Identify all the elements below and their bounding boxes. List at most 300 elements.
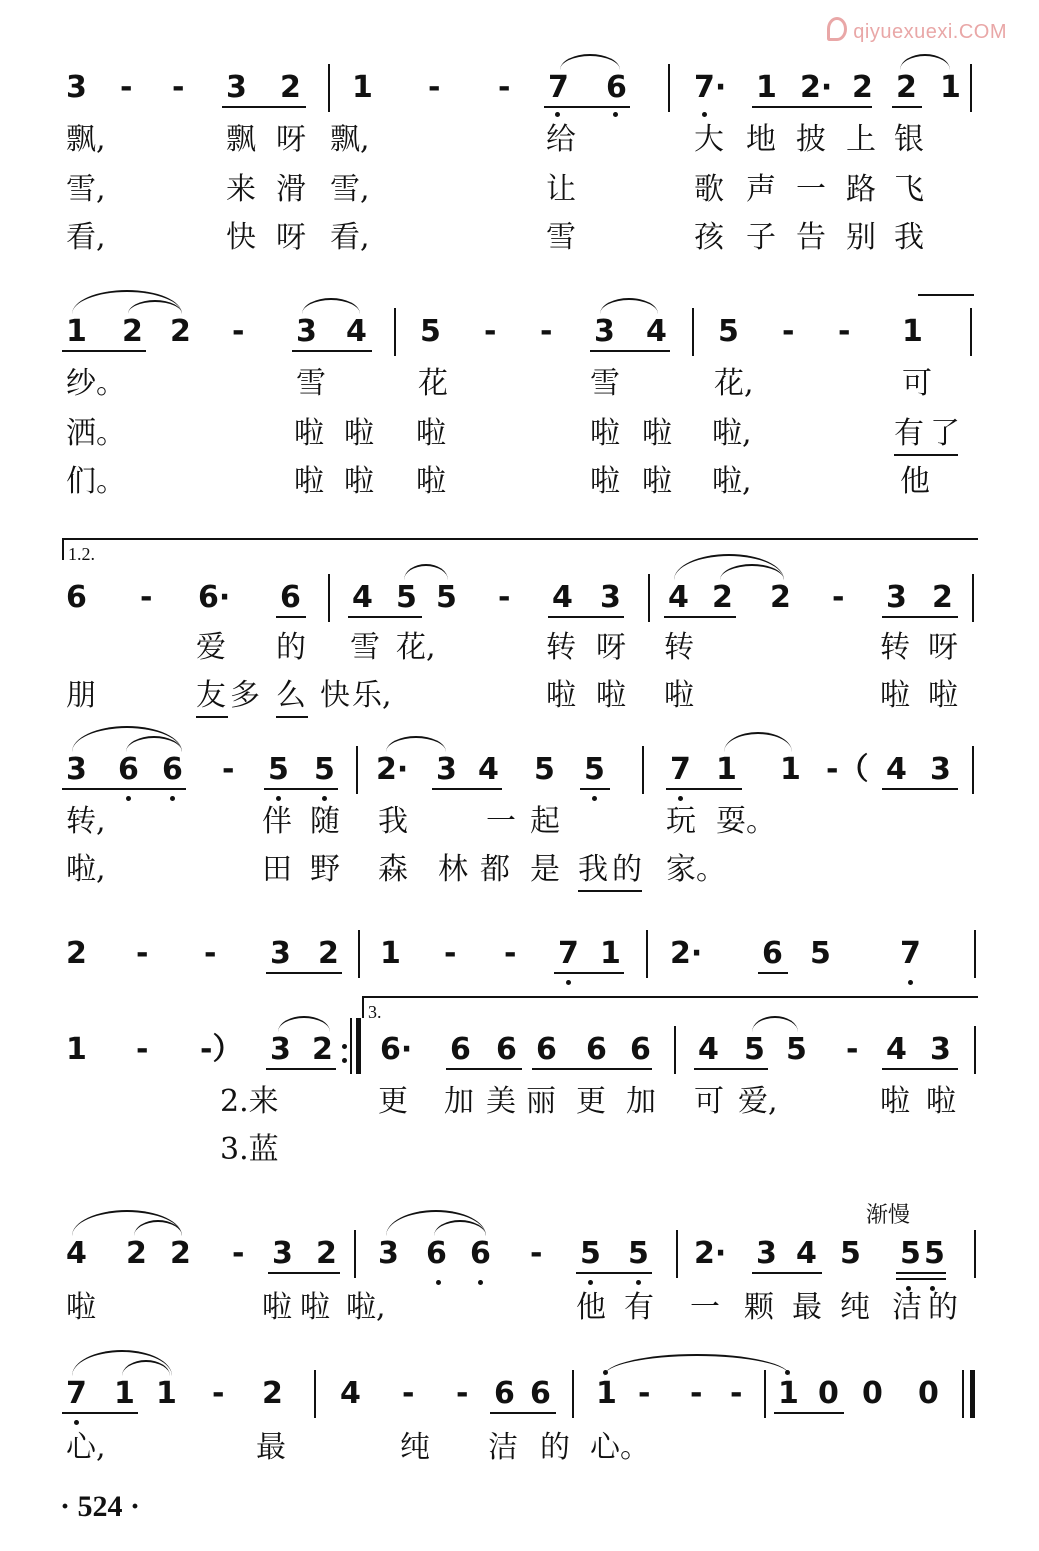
lyric-word: 地 — [746, 122, 776, 157]
lyric-word: 披 — [796, 122, 826, 157]
note: 2 — [770, 580, 791, 615]
lyric-row — [0, 852, 1039, 892]
low-dot — [74, 1420, 79, 1425]
underline-beam — [348, 616, 422, 618]
lyric-word: 啦 — [596, 678, 626, 713]
lyric-word: 啦 — [590, 464, 620, 499]
note: 6 — [470, 1236, 491, 1271]
low-dot — [478, 1280, 483, 1285]
low-dot — [555, 112, 560, 117]
lyric-word: 呀 — [276, 122, 306, 157]
barline — [668, 64, 670, 112]
lyric-word: 让 — [546, 172, 576, 207]
repeat-dot — [342, 1044, 347, 1049]
lyric-word: 飘 — [226, 122, 256, 157]
lyric-word: 啦, — [712, 416, 752, 451]
note: 1 — [156, 1376, 177, 1411]
lyric-word: 加 — [626, 1084, 656, 1119]
barline — [358, 930, 360, 978]
note: - — [136, 936, 149, 971]
note: 7 — [548, 70, 569, 105]
note: 5 — [718, 314, 739, 349]
low-dot — [613, 112, 618, 117]
note: 5 — [628, 1236, 649, 1271]
lyric-word: 他 — [900, 464, 930, 499]
lyric-row — [0, 1430, 1039, 1470]
watermark-text: qiyuexuexi.COM — [853, 21, 1007, 43]
tie-line — [918, 294, 974, 296]
note: 2 — [712, 580, 733, 615]
lyric-row — [0, 1084, 1039, 1124]
note: 1 — [902, 314, 923, 349]
underline-beam — [752, 106, 872, 108]
lyric-word: 上 — [846, 122, 876, 157]
note: - — [232, 1236, 245, 1271]
lyric-word: 雪, — [330, 172, 370, 207]
note: 6 — [536, 1032, 557, 1067]
note: 3 — [66, 752, 87, 787]
note: 4 — [698, 1032, 719, 1067]
note: - — [140, 580, 153, 615]
lyric-word: 纱。 — [66, 366, 126, 401]
note: - — [690, 1376, 703, 1411]
underline-beam — [882, 1068, 958, 1070]
note: 6 — [280, 580, 301, 615]
lyric-word: 雪, — [66, 172, 106, 207]
note: 2 — [262, 1376, 283, 1411]
underline-beam — [490, 1412, 556, 1414]
volta-label: 1.2. — [68, 544, 95, 564]
note: 3 — [594, 314, 615, 349]
lyric-word: 朋 — [66, 678, 96, 713]
barline — [356, 746, 358, 794]
notes-row — [0, 1376, 1039, 1436]
lyric-word: 啦 — [642, 464, 672, 499]
barline — [970, 64, 972, 112]
barline — [974, 1026, 976, 1074]
lyric-word: 呀 — [928, 630, 958, 665]
lyric-row — [0, 220, 1039, 260]
lyric-word: 纯 — [840, 1290, 870, 1325]
underline-beam — [222, 106, 306, 108]
low-dot — [702, 112, 707, 117]
lyric-word: 雪 — [590, 366, 620, 401]
barline — [314, 1370, 316, 1418]
lyric-word: 起 — [530, 804, 560, 839]
notes-row — [0, 70, 1039, 130]
lyric-word: 我 — [378, 804, 408, 839]
barline — [354, 1230, 356, 1278]
note: 4 — [552, 580, 573, 615]
lyric-word: 们。 — [66, 464, 126, 499]
lyric-row — [0, 464, 1039, 504]
lyric-underline — [578, 890, 642, 892]
note: - — [232, 314, 245, 349]
note: 0 — [818, 1376, 839, 1411]
note: 2 — [312, 1032, 333, 1067]
lyric-word: 大 — [694, 122, 724, 157]
notes-row — [0, 1032, 1039, 1092]
lyric-word: 花, — [714, 366, 754, 401]
lyric-word: 转 — [664, 630, 694, 665]
underline-beam — [264, 788, 338, 790]
lyric-word: 快 — [320, 678, 350, 713]
slur — [900, 54, 950, 70]
note: - — [136, 1032, 149, 1067]
note: 5 — [840, 1236, 861, 1271]
lyric-word: 了 — [930, 416, 960, 451]
note: - — [838, 314, 851, 349]
lyric-row — [0, 1132, 1039, 1172]
barline — [648, 574, 650, 622]
barline — [642, 746, 644, 794]
note: - — [498, 580, 511, 615]
lyric-word: 野 — [310, 852, 340, 887]
barline — [394, 308, 396, 356]
slur — [302, 298, 360, 314]
note: 1 — [940, 70, 961, 105]
note: -（ — [826, 752, 869, 787]
lyric-row — [0, 172, 1039, 212]
note: 4 — [478, 752, 499, 787]
lyric-word: 雪 — [546, 220, 576, 255]
note: 4 — [646, 314, 667, 349]
lyric-word: 啦 — [262, 1290, 292, 1325]
volta-bracket-3 — [362, 996, 978, 1018]
note: 5 — [810, 936, 831, 971]
lyric-word: 心, — [66, 1430, 106, 1465]
note: 5 — [396, 580, 417, 615]
note: 6 — [530, 1376, 551, 1411]
lyric-row — [0, 1290, 1039, 1330]
lyric-word: 有 — [894, 416, 924, 451]
note: 5 — [580, 1236, 601, 1271]
lyric-word: 么 — [276, 678, 306, 713]
lyric-word: 啦 — [590, 416, 620, 451]
note: 2 — [852, 70, 873, 105]
note: 1 — [380, 936, 401, 971]
note: 6· — [380, 1032, 413, 1067]
note: 4 — [886, 752, 907, 787]
barline — [350, 1018, 352, 1074]
lyric-word: 啦 — [880, 678, 910, 713]
note: - — [782, 314, 795, 349]
barline — [692, 308, 694, 356]
note: 3 — [378, 1236, 399, 1271]
note: 3 — [930, 752, 951, 787]
note: 4 — [886, 1032, 907, 1067]
lyric-word: 可 — [694, 1084, 724, 1119]
note: 6 — [494, 1376, 515, 1411]
repeat-barline — [356, 1018, 361, 1074]
lyric-word: 一 — [486, 804, 516, 839]
note: 6 — [496, 1032, 517, 1067]
note: - — [212, 1376, 225, 1411]
note: - — [456, 1376, 469, 1411]
low-dot — [592, 796, 597, 801]
lyric-word: 声 — [746, 172, 776, 207]
note: - — [846, 1032, 859, 1067]
underline-beam — [62, 350, 146, 352]
note: - — [402, 1376, 415, 1411]
lyric-word: 伴 — [262, 804, 292, 839]
lyric-word: 歌 — [694, 172, 724, 207]
note: 3 — [436, 752, 457, 787]
lyric-word: 家。 — [666, 852, 726, 887]
lyric-word: 飞 — [894, 172, 924, 207]
lyric-row — [0, 630, 1039, 670]
lyric-word: 美 — [486, 1084, 516, 1119]
note: 6 — [450, 1032, 471, 1067]
note: 3 — [600, 580, 621, 615]
lyric-row — [0, 804, 1039, 844]
underline-beam — [896, 1272, 946, 1274]
lyric-word: 多 — [230, 678, 260, 713]
lyric-word: 啦 — [928, 678, 958, 713]
note: 5 — [584, 752, 605, 787]
lyric-row — [0, 122, 1039, 162]
note: 1 — [66, 1032, 87, 1067]
note: - — [730, 1376, 743, 1411]
barline — [970, 308, 972, 356]
lyric-word: 别 — [846, 220, 876, 255]
page-number: · 524 · — [60, 1490, 141, 1523]
slur — [278, 1016, 330, 1032]
low-dot — [908, 980, 913, 985]
barline — [962, 1370, 964, 1418]
note: 6 — [118, 752, 139, 787]
note: 7 — [558, 936, 579, 971]
note: 6 — [606, 70, 627, 105]
note: 2· — [800, 70, 833, 105]
note: 3 — [756, 1236, 777, 1271]
note: 6· — [198, 580, 231, 615]
note: 0 — [918, 1376, 939, 1411]
slur — [604, 1354, 790, 1376]
note: - — [832, 580, 845, 615]
note: 7 — [900, 936, 921, 971]
slur — [752, 1016, 798, 1032]
note: 2· — [670, 936, 703, 971]
low-dot — [566, 980, 571, 985]
note: 5 — [436, 580, 457, 615]
underline-beam — [62, 1412, 138, 1414]
note: 3 — [66, 70, 87, 105]
note: 1 — [596, 1376, 617, 1411]
lyric-word: 啦 — [926, 1084, 956, 1119]
lyric-word: 雪 — [296, 366, 326, 401]
note: 1 — [66, 314, 87, 349]
note: 3 — [272, 1236, 293, 1271]
barline — [972, 746, 974, 794]
low-dot — [276, 796, 281, 801]
note: 6 — [426, 1236, 447, 1271]
lyric-word: 看, — [330, 220, 370, 255]
lyric-word: 玩 — [666, 804, 696, 839]
underline-beam — [752, 1272, 822, 1274]
lyric-word: 友 — [196, 678, 226, 713]
lyric-word: 啦 — [66, 1290, 96, 1325]
lyric-word: 花 — [418, 366, 448, 401]
lyric-word: 有 — [624, 1290, 654, 1325]
lyric-word: 洒。 — [66, 416, 126, 451]
barline — [676, 1230, 678, 1278]
lyric-word: 的 — [540, 1430, 570, 1465]
underline-beam — [694, 1068, 768, 1070]
note: -） — [200, 1032, 243, 1067]
note: 0 — [862, 1376, 883, 1411]
lyric-word: 丽 — [526, 1084, 556, 1119]
notes-row — [0, 314, 1039, 374]
lyric-word: 纯 — [400, 1430, 430, 1465]
underline-beam — [268, 1272, 340, 1274]
volta-label: 3. — [368, 1002, 382, 1022]
underline-beam — [292, 350, 372, 352]
note: 2· — [376, 752, 409, 787]
underline-beam — [266, 972, 342, 974]
lyric-word: 转 — [546, 630, 576, 665]
note: 5 — [420, 314, 441, 349]
tempo-mark: 渐慢 — [866, 1203, 911, 1228]
underline-beam — [62, 788, 186, 790]
note: 3 — [930, 1032, 951, 1067]
note: 1 — [778, 1376, 799, 1411]
lyric-word: 颗 — [744, 1290, 774, 1325]
barline — [972, 574, 974, 622]
lyric-word: 是 — [530, 852, 560, 887]
lyric-word: 2.来 — [220, 1084, 279, 1119]
note: 3 — [270, 1032, 291, 1067]
lyric-word: 可 — [902, 366, 932, 401]
low-dot — [436, 1280, 441, 1285]
lyric-word: 路 — [846, 172, 876, 207]
barline — [974, 1230, 976, 1278]
lyric-word: 林 — [438, 852, 468, 887]
note: 2 — [66, 936, 87, 971]
note: 2 — [170, 314, 191, 349]
note: 2 — [896, 70, 917, 105]
lyric-word: 看, — [66, 220, 106, 255]
note: - — [530, 1236, 543, 1271]
note: 5 — [900, 1236, 921, 1271]
lyric-word: 啦 — [642, 416, 672, 451]
note: 5 — [268, 752, 289, 787]
lyric-word: 他 — [576, 1290, 606, 1325]
note: - — [204, 936, 217, 971]
notes-row — [0, 1236, 1039, 1296]
lyric-word: 啦 — [294, 464, 324, 499]
note: 3 — [296, 314, 317, 349]
lyric-word: 啦, — [712, 464, 752, 499]
note: - — [540, 314, 553, 349]
note: 7 — [670, 752, 691, 787]
note: 6 — [586, 1032, 607, 1067]
lyric-word: 转 — [880, 630, 910, 665]
lyric-word: 的 — [928, 1290, 958, 1325]
barline — [764, 1370, 766, 1418]
note: 1 — [114, 1376, 135, 1411]
lyric-underline — [196, 716, 228, 718]
slur — [600, 298, 658, 314]
lyric-word: 飘, — [330, 122, 370, 157]
lyric-word: 啦 — [416, 416, 446, 451]
note: - — [222, 752, 235, 787]
low-dot — [322, 796, 327, 801]
note: 5 — [534, 752, 555, 787]
lyric-word: 最 — [256, 1430, 286, 1465]
note: 3 — [226, 70, 247, 105]
lyric-underline — [276, 716, 308, 718]
lyric-word: 呀 — [596, 630, 626, 665]
lyric-word: 给 — [546, 122, 576, 157]
underline-beam — [266, 1068, 336, 1070]
note: 2· — [694, 1236, 727, 1271]
note: 2 — [280, 70, 301, 105]
note: 2 — [316, 1236, 337, 1271]
lyric-word: 3.蓝 — [220, 1132, 279, 1167]
note: - — [638, 1376, 651, 1411]
underline-beam — [544, 106, 630, 108]
repeat-dot — [342, 1058, 347, 1063]
lyric-word: 飘, — [66, 122, 106, 157]
note: - — [484, 314, 497, 349]
low-dot — [678, 796, 683, 801]
barline — [328, 574, 330, 622]
note: - — [172, 70, 185, 105]
underline-beam — [774, 1412, 844, 1414]
note: 3 — [886, 580, 907, 615]
note: 7 — [66, 1376, 87, 1411]
note: 1 — [780, 752, 801, 787]
note: 5 — [924, 1236, 945, 1271]
note: 2 — [932, 580, 953, 615]
note: 6 — [66, 580, 87, 615]
underline-beam — [576, 1272, 652, 1274]
final-barline — [970, 1370, 975, 1418]
lyric-word: 子 — [746, 220, 776, 255]
note: 6 — [630, 1032, 651, 1067]
lyric-word: 转, — [66, 804, 106, 839]
lyric-word: 耍。 — [716, 804, 776, 839]
lyric-word: 洁 — [488, 1430, 518, 1465]
lyric-word: 乐, — [352, 678, 392, 713]
lyric-word: 孩 — [694, 220, 724, 255]
barline — [572, 1370, 574, 1418]
underline-beam — [548, 616, 624, 618]
lyric-word: 的 — [276, 630, 306, 665]
slur — [724, 732, 792, 752]
note: 2 — [318, 936, 339, 971]
lyric-word: 呀 — [276, 220, 306, 255]
note: 4 — [352, 580, 373, 615]
lyric-word: 爱 — [196, 630, 226, 665]
note: 4 — [340, 1376, 361, 1411]
lyric-word: 啦 — [546, 678, 576, 713]
lyric-word: 都 — [480, 852, 510, 887]
note: - — [504, 936, 517, 971]
underline-beam — [590, 350, 670, 352]
lyric-word: 滑 — [276, 172, 306, 207]
lyric-word: 森 — [378, 852, 408, 887]
note: 5 — [744, 1032, 765, 1067]
underline-beam — [554, 972, 624, 974]
note: 2 — [170, 1236, 191, 1271]
note: 2 — [122, 314, 143, 349]
lyric-word: 洁 — [892, 1290, 922, 1325]
note: 2 — [126, 1236, 147, 1271]
note: 7· — [694, 70, 727, 105]
underline-beam — [532, 1068, 652, 1070]
